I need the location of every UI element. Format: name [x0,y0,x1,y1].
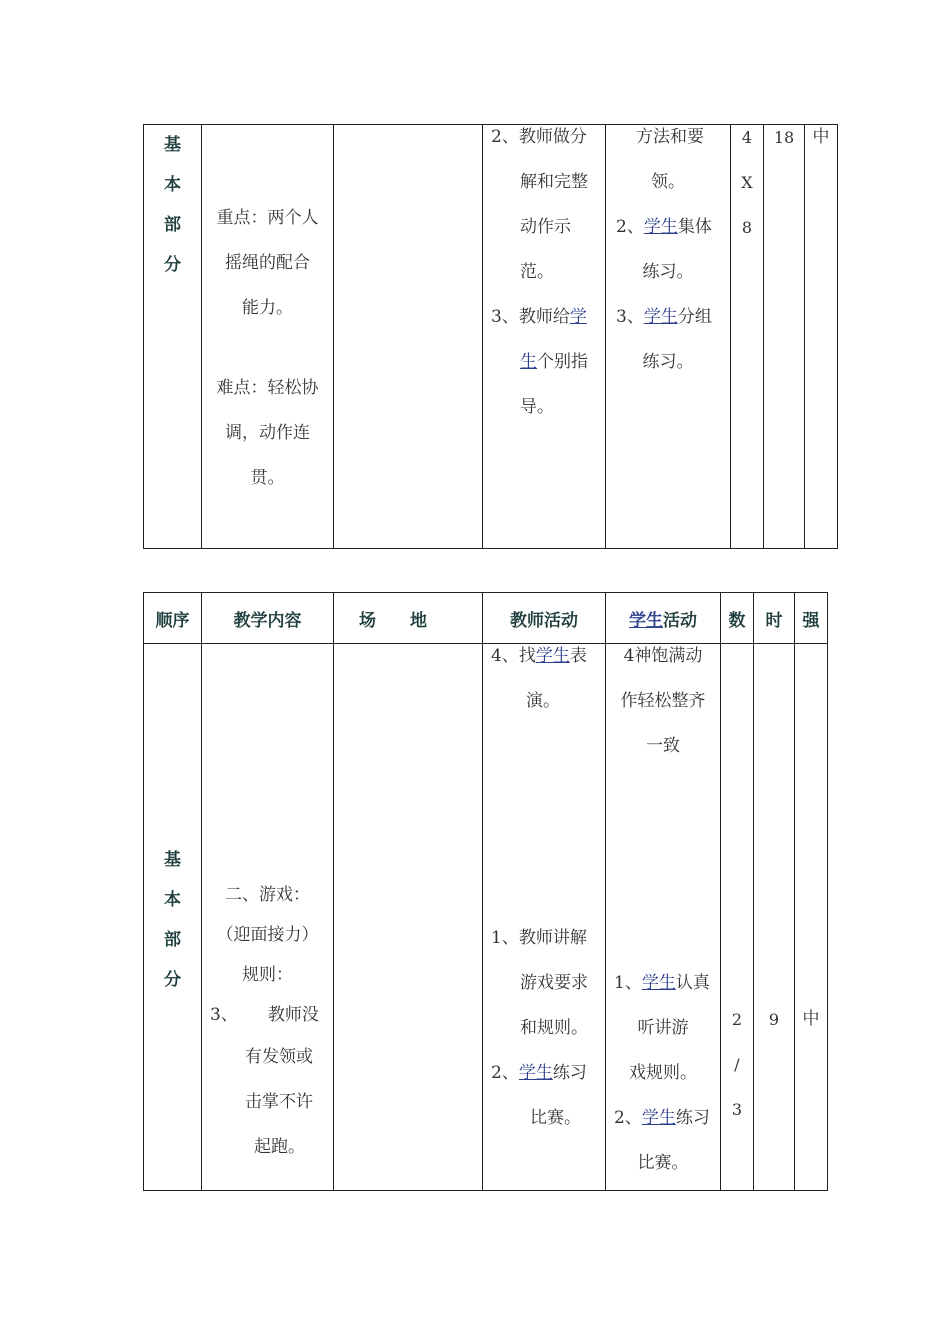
teacher-activity-cell [483,644,606,1191]
header-venue: 场 地 [334,593,483,644]
count-cell [721,644,754,1191]
student-activity-cell [606,644,721,1191]
teacher-activity: 4、找学生表 演。 [491,646,587,711]
student-link[interactable]: 学生 [643,217,678,237]
venue-cell [334,125,483,549]
section-cell [144,644,202,1191]
count-value: 2 / 3 [731,1010,743,1119]
student-link[interactable]: 学生 [518,1063,553,1083]
difficult-point: 难点：轻松协 调，动作连 贯。 [216,378,319,488]
key-point: 重点：两个人 摇绳的配合 能力。 [216,208,319,318]
student-link[interactable]: 学 [569,307,587,327]
time-cell [764,125,805,549]
header-student: 学生活动 [606,593,721,644]
header-content: 教学内容 [202,593,334,644]
count-value: 4 X 8 [741,128,753,237]
student-link[interactable]: 学生 [535,646,570,666]
count-cell [731,125,764,549]
section-label: 基 本 部 分 [164,135,181,275]
teacher-activity: 2、教师做分 解和完整 动作示 范。 3、教师给学 生个别指 导。 [491,127,588,417]
student-activity: 4神饱满动 作轻松整齐 一致 [620,646,706,756]
time-value: 9 [768,1010,780,1029]
header-teacher: 教师活动 [483,593,606,644]
student-link[interactable]: 学生 [641,973,676,993]
student-activity: 方法和要 领。 2、学生集体 练习。 3、学生分组 练习。 [616,127,712,372]
teacher-activity-game: 1、教师讲解 游戏要求 和规则。 2、学生练习 比赛。 [491,928,588,1128]
content-cell [202,644,334,1191]
content-cell [202,125,334,549]
lesson-table-2 [143,592,828,1191]
intensity-cell [805,125,838,549]
student-activity-cell [606,125,731,549]
student-activity-game: 1、学生认真 听讲游 戏规则。 2、学生练习 比赛。 [614,973,710,1173]
header-count: 数 [721,593,754,644]
student-link[interactable]: 学生 [629,610,663,631]
student-link[interactable]: 学生 [643,307,678,327]
time-cell [754,644,795,1191]
header-intensity: 强 [795,593,828,644]
intensity-value: 中 [812,127,830,147]
game-content: 二、游戏： （迎面接力） 规则： 3、 教师没 有发领或 击掌不许 起跑。 [210,885,319,1157]
header-time: 时 [754,593,795,644]
student-link[interactable]: 学生 [641,1108,676,1128]
teacher-activity-cell [483,125,606,549]
intensity-cell [795,644,828,1191]
student-link[interactable]: 生 [520,352,537,372]
section-cell [144,125,202,549]
section-label: 基 本 部 分 [164,850,181,990]
lesson-table-1 [143,124,838,549]
header-order: 顺序 [144,593,202,644]
intensity-value: 中 [802,1009,820,1029]
time-value: 18 [773,128,795,147]
venue-cell [334,644,483,1191]
